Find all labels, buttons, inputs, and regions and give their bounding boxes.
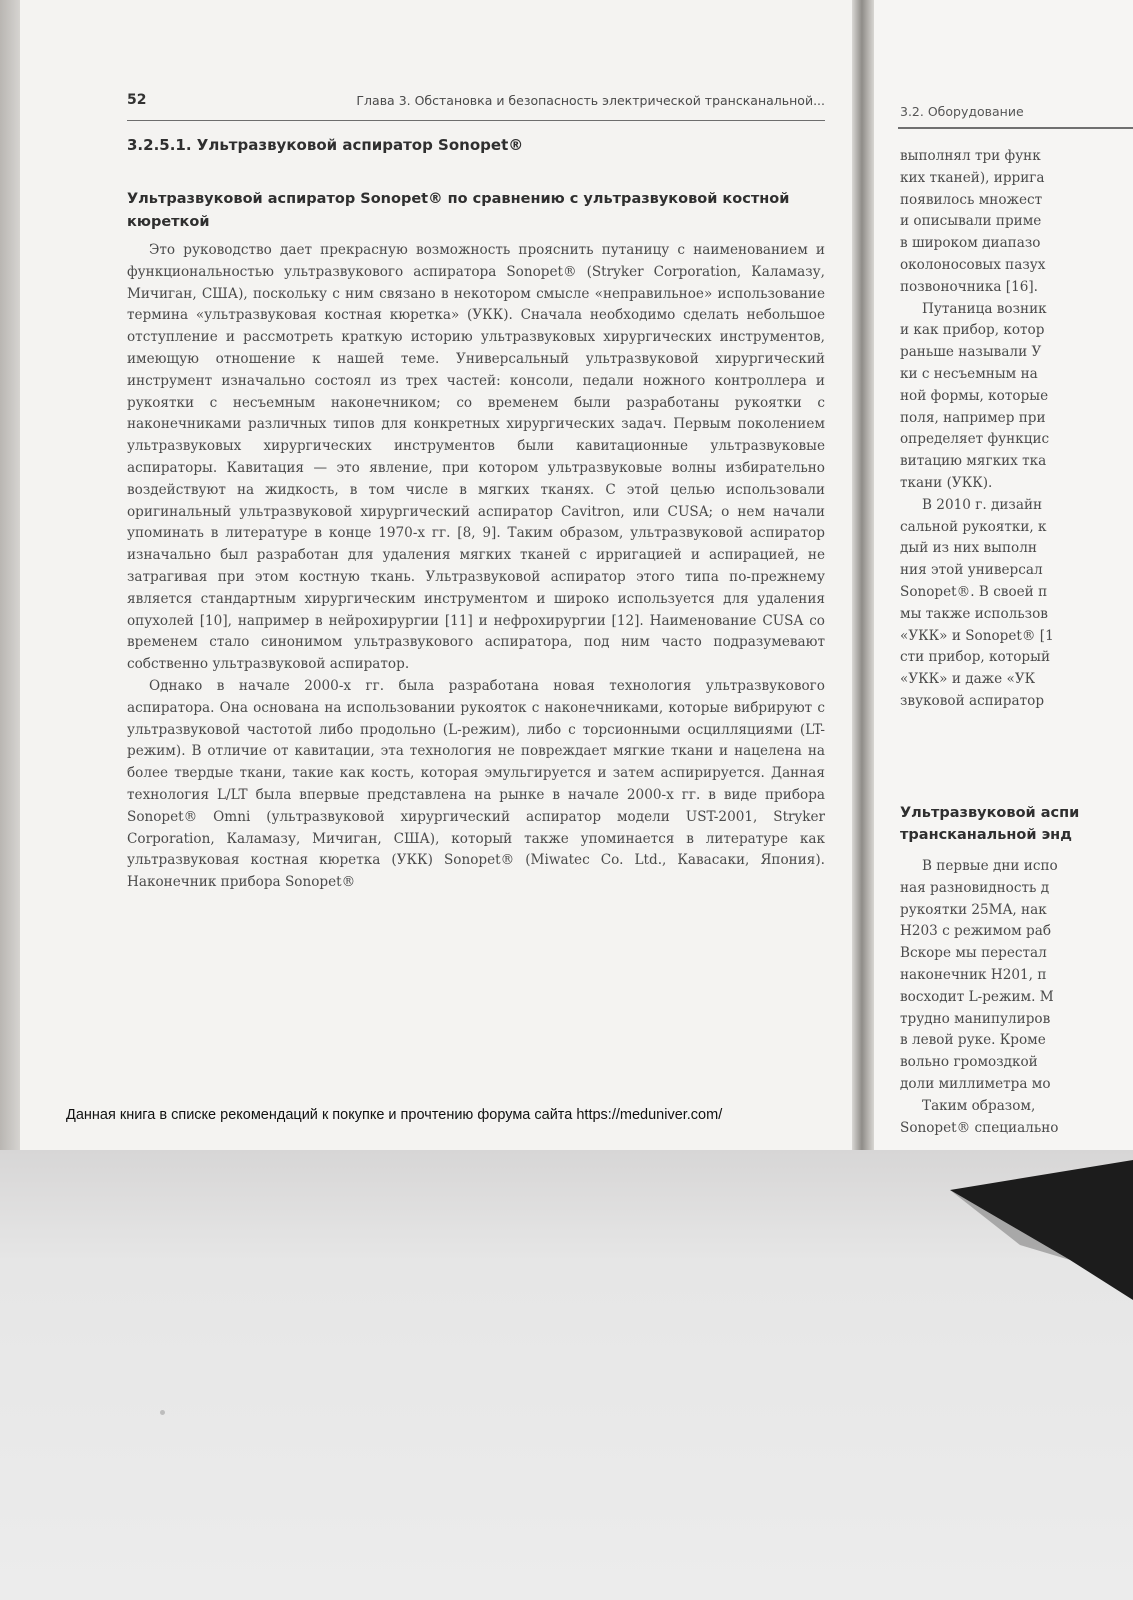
- text-line: рукоятки 25MA, нак: [900, 901, 1047, 918]
- text-line: витацию мягких тка: [900, 453, 1047, 470]
- text-line: Sonopet® специально: [900, 1119, 1059, 1136]
- text-line: вольно громоздкой: [900, 1054, 1038, 1071]
- text-line: Таким образом,: [922, 1097, 1036, 1114]
- text-line: в широком диапазо: [900, 235, 1041, 252]
- footer-note: Данная книга в списке рекомендаций к покупке и прочтению форума сайта https://meduniver.com/: [66, 1107, 723, 1123]
- text-line: звуковой аспиратор: [900, 692, 1045, 709]
- text-line: сти прибор, который: [900, 649, 1051, 666]
- text-line: Путаница возник: [922, 300, 1047, 317]
- text-line: ки с несъемным на: [900, 365, 1038, 382]
- right-text-block-b: [900, 856, 1133, 1139]
- book-gutter: [852, 0, 874, 1160]
- paragraph: Это руководство дает прекрасную возможность прояснить путаницу с наименованием и функциональностью ультразвукового аспиратора Sonopet® (Stryker Corporation, Каламазу, Мичиган, США), поскольку с ним связано в некотором смысле «неправильное» использование термина «ультразвуковая костная кюретка» (УКК). Сначала необходимо сделать небольшое отступление и рассмотреть краткую историю ультразвуковых хирургических инструментов, имеющую отношение к нашей теме. Универсальный ультразвуковой хирургический инструмент изначально состоял из трех частей: консоли, педали ножного контроллера и рукоятки с несъемным наконечником; со временем были разработаны рукоятки с наконечниками различных типов для конкретных хирургических задач. Первым поколением ультразвуковых хирургических инструментов были кавитационные ультразвуковые аспираторы. Кавитация — это явление, при котором ультразвуковые волны избирательно воздействуют на жидкость, в том числе в мягких тканях. С этой целью использовали оригинальный ультразвуковой хирургический аспиратор Cavitron, или CUSA; о нем начали упоминать в литературе в конце 1970-х гг. [8, 9]. Таким образом, ультразвуковой аспиратор изначально был разработан для удаления мягких тканей с ирригацией и аспирацией, не затрагивая при этом костную ткань. Ультразвуковой аспиратор этого типа по-прежнему является стандартным хирургическим инструментом и широко используется для удаления опухолей [10], например в нейрохирургии [11] и нефрохирургии [12]. Наименование CUSA со временем стало синонимом ультразвукового аспиратора, под ним часто подразумевают собственно ультразвуковой аспиратор.: [127, 242, 825, 673]
- page-corner-shadow: [950, 1150, 1133, 1300]
- text-line: «УКК» и даже «УК: [900, 671, 1036, 688]
- page-number: 52: [127, 92, 147, 108]
- right-page: [874, 0, 1133, 1160]
- subheading-line: Ультразвуковой аспи: [900, 805, 1080, 821]
- left-page-header: [127, 90, 825, 121]
- text-line: поля, например при: [900, 409, 1046, 426]
- text-line: определяет функцис: [900, 431, 1050, 448]
- text-line: H203 с режимом раб: [900, 923, 1052, 940]
- paragraph: Однако в начале 2000-х гг. была разработана новая технология ультразвукового аспиратора. Она основана на использовании рукояток с наконечниками, которые вибрируют с ультразвуковой частотой либо продольно (L-режим), либо с торсионными осцилляциями (LT-режим). В отличие от кавитации, эта технология не повреждает мягкие ткани и нацелена на более твердые ткани, такие как кость, которая эмульгируется и затем аспирируется. Данная технология L/LT была впервые представлена на рынке в начале 2000-х гг. в виде прибора Sonopet® Omni (ультразвуковой хирургический аспиратор модели UST-2001, Stryker Corporation, Каламазу, Мичиган, США), который также упоминается в литературе как ультразвуковая костная кюретка (УКК) Sonopet® (Miwatec Co. Ltd., Кавасаки, Япония). Наконечник прибора Sonopet®: [127, 677, 825, 891]
- subheading-line: трансканальной энд: [900, 827, 1072, 843]
- text-line: ной формы, которые: [900, 387, 1049, 404]
- text-line: ния этой универсал: [900, 562, 1043, 579]
- text-line: ких тканей), ирригa: [900, 169, 1045, 186]
- text-line: наконечник H201, п: [900, 966, 1047, 983]
- running-head: Глава 3. Обстановка и безопасность электрической трансканальной...: [356, 93, 825, 108]
- text-line: В первые дни испо: [922, 858, 1058, 874]
- text-line: ткани (УКК).: [900, 474, 993, 491]
- text-line: и как прибор, котор: [900, 322, 1045, 339]
- scan-speck: [160, 1410, 165, 1415]
- text-line: ная разновидность д: [900, 879, 1050, 896]
- section-heading: 3.2.5.1. Ультразвуковой аспиратор Sonopet®: [127, 136, 524, 154]
- text-line: сальной рукоятки, к: [900, 518, 1047, 535]
- text-line: раньше называли У: [900, 344, 1042, 361]
- text-line: в левой руке. Кроме: [900, 1032, 1046, 1049]
- right-subheading: [900, 802, 1079, 846]
- right-text-block-a: [900, 146, 1133, 713]
- text-line: Sonopet®. В своей п: [900, 583, 1048, 600]
- text-line: и описывали приме: [900, 213, 1042, 230]
- subheading: Ультразвуковой аспиратор Sonopet® по сравнению с ультразвуковой костной кюреткой: [127, 191, 790, 230]
- text-line: позвоночника [16].: [900, 278, 1038, 295]
- right-running-head: 3.2. Оборудование: [900, 104, 1024, 119]
- body-text: [127, 240, 825, 894]
- text-line: В 2010 г. дизайн: [922, 496, 1043, 513]
- text-line: дый из них выполн: [900, 540, 1037, 557]
- header-rule: [898, 127, 1133, 129]
- text-line: выполнял три функ: [900, 148, 1041, 164]
- text-line: появилось множест: [900, 191, 1043, 208]
- text-line: Вскоре мы перестал: [900, 945, 1047, 962]
- text-line: «УКК» и Sonopet® [1: [900, 627, 1054, 644]
- text-line: мы также использов: [900, 605, 1048, 622]
- text-line: доли миллиметра мо: [900, 1075, 1051, 1092]
- text-line: околоносовых пазух: [900, 256, 1046, 273]
- text-line: восходит L-режим. М: [900, 988, 1054, 1005]
- text-line: трудно манипулиров: [900, 1010, 1051, 1027]
